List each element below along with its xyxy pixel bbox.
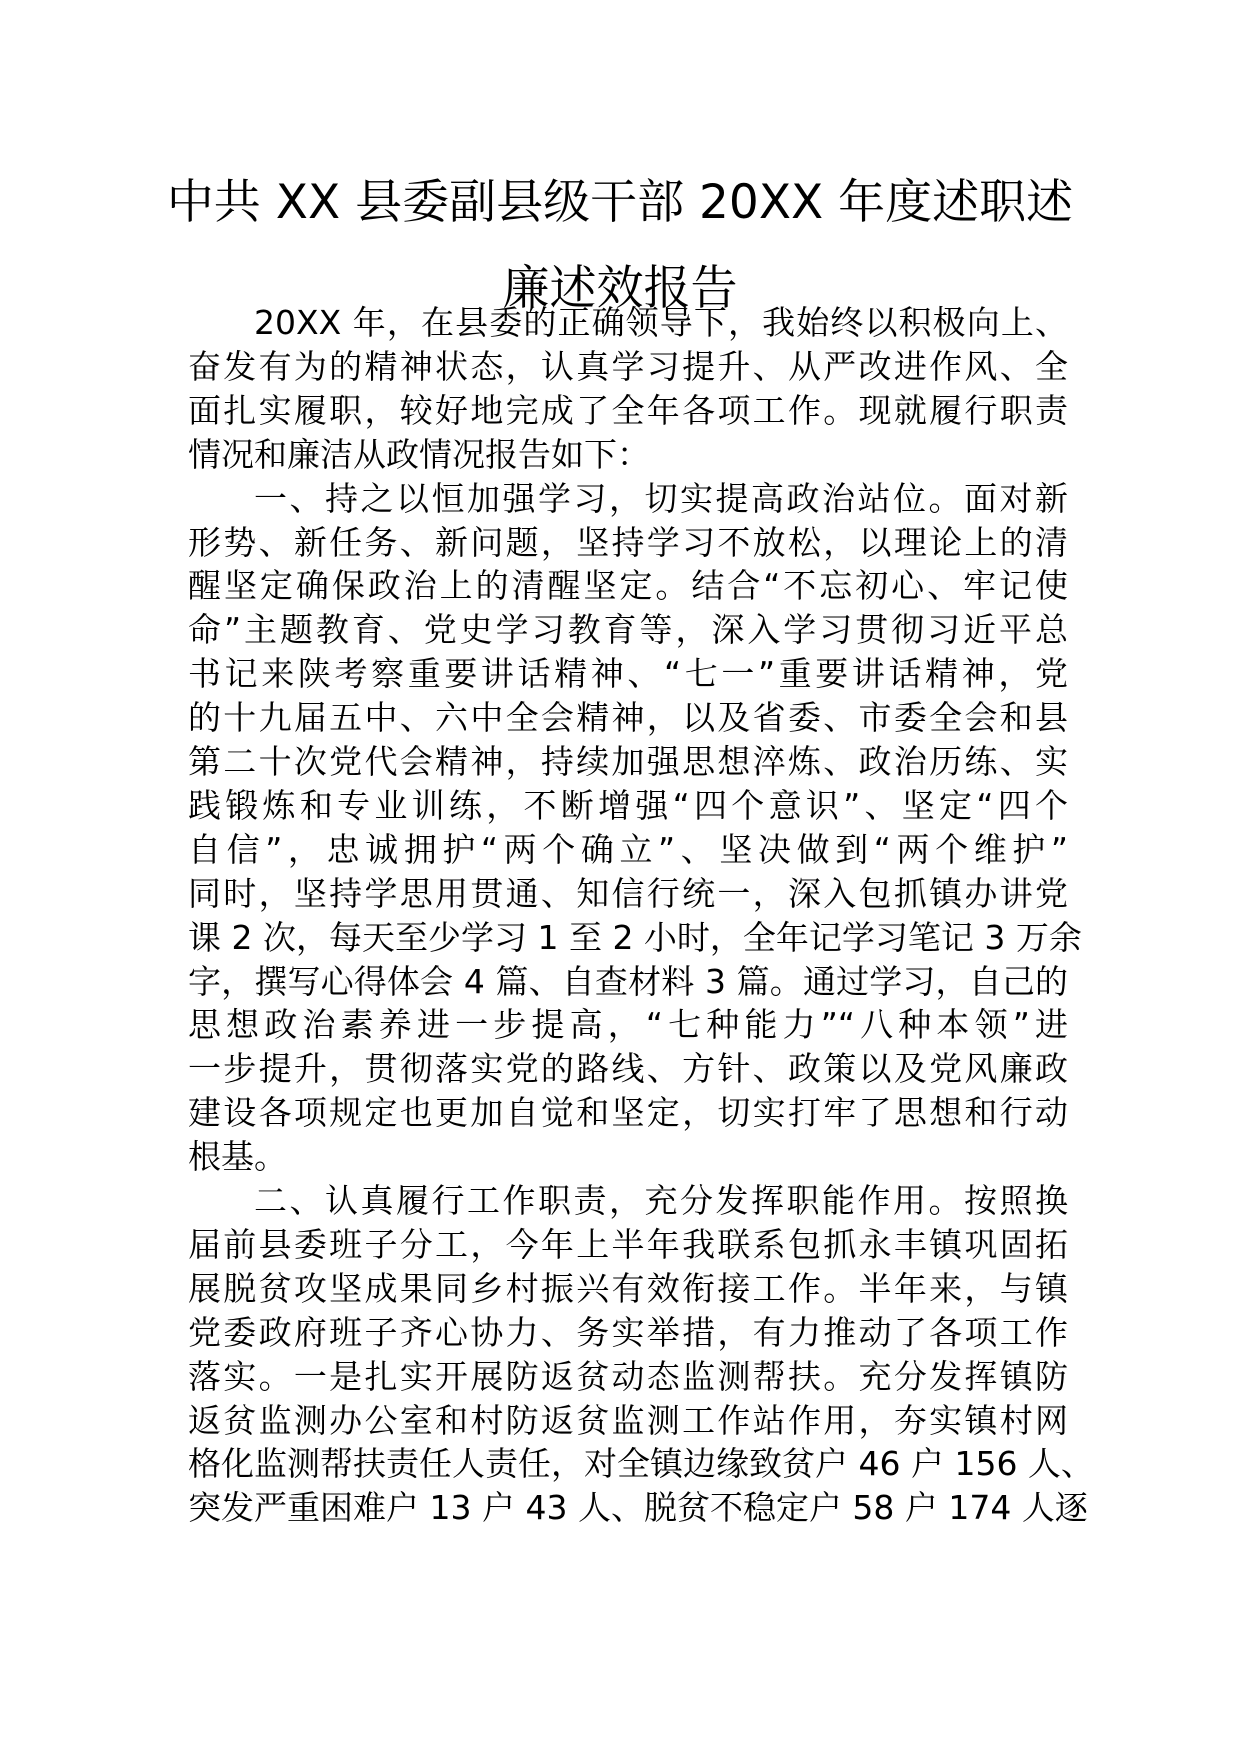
body-line: 字，撰写心得体会 4 篇、自查材料 3 篇。通过学习，自己的 xyxy=(188,961,1068,1001)
body-line: 格化监测帮扶责任人责任，对全镇边缘致贫户 46 户 156 人、 xyxy=(188,1444,1094,1484)
body-line: 课 2 次，每天至少学习 1 至 2 小时，全年记学习笔记 3 万余 xyxy=(188,917,1082,957)
document-title-line-2: 廉述效报告 xyxy=(502,261,738,316)
body-line: 落实。一是扎实开展防返贫动态监测帮扶。充分发挥镇防 xyxy=(188,1356,1068,1396)
body-line: 的十九届五中、六中全会精神，以及省委、市委全会和县 xyxy=(188,698,1068,738)
body-line: 突发严重困难户 13 户 43 人、脱贫不稳定户 58 户 174 人逐 xyxy=(188,1488,1088,1528)
body-line: 届前县委班子分工，今年上半年我联系包抓永丰镇巩固拓 xyxy=(188,1224,1068,1264)
body-line: 同时，坚持学思用贯通、知信行统一，深入包抓镇办讲党 xyxy=(188,873,1068,913)
body-line: 形势、新任务、新问题，坚持学习不放松，以理论上的清 xyxy=(188,522,1068,562)
body-line: 醒坚定确保政治上的清醒坚定。结合“不忘初心、牢记使 xyxy=(188,566,1068,606)
body-line: 一步提升，贯彻落实党的路线、方针、政策以及党风廉政 xyxy=(188,1049,1068,1089)
body-line: 自信”，忠诚拥护“两个确立”、坚决做到“两个维护” xyxy=(188,829,1068,869)
body-line: 面扎实履职，较好地完成了全年各项工作。现就履行职责 xyxy=(188,390,1068,430)
body-line: 二、认真履行工作职责，充分发挥职能作用。按照换 xyxy=(254,1181,1068,1220)
body-line: 情况和廉洁从政情况报告如下： xyxy=(188,434,650,474)
body-line: 奋发有为的精神状态，认真学习提升、从严改进作风、全 xyxy=(188,346,1068,386)
body-line: 党委政府班子齐心协力、务实举措，有力推动了各项工作 xyxy=(188,1312,1068,1352)
document-title-line-1: 中共 XX 县委副县级干部 20XX 年度述职述 xyxy=(166,175,1074,230)
body-line: 一、持之以恒加强学习，切实提高政治站位。面对新 xyxy=(254,478,1068,518)
body-line: 展脱贫攻坚成果同乡村振兴有效衔接工作。半年来，与镇 xyxy=(188,1268,1068,1308)
body-line: 第二十次党代会精神，持续加强思想淬炼、政治历练、实 xyxy=(188,742,1068,781)
body-line: 20XX 年，在县委的正确领导下，我始终以积极向上、 xyxy=(254,303,1068,342)
body-line: 书记来陕考察重要讲话精神、“七一”重要讲话精神，党 xyxy=(188,654,1068,694)
body-line: 建设各项规定也更加自觉和坚定，切实打牢了思想和行动 xyxy=(188,1093,1068,1133)
body-line: 践锻炼和专业训练，不断增强“四个意识”、坚定“四个 xyxy=(188,785,1068,825)
body-line: 根基。 xyxy=(188,1137,287,1177)
body-line: 思想政治素养进一步提高，“七种能力”“八种本领”进 xyxy=(188,1005,1068,1045)
body-line: 返贫监测办公室和村防返贫监测工作站作用，夯实镇村网 xyxy=(188,1400,1068,1440)
body-line: 命”主题教育、党史学习教育等，深入学习贯彻习近平总 xyxy=(188,610,1068,650)
